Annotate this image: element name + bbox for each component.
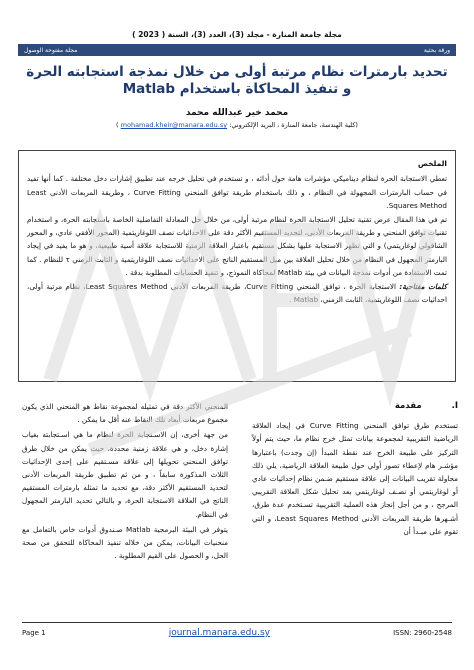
author-email-link[interactable]: mohamad.kheir@manara.edu.sy xyxy=(120,121,228,129)
abstract-box xyxy=(18,150,456,382)
intro-left-column xyxy=(22,400,228,564)
keywords-line xyxy=(27,280,447,307)
abstract-paragraph-2: تم في هذا المقال عرض تقنية تحليل الاستجابة الحرة لنظام مرتبة أولى، من خلال حل المعادلة التفاضلية الخاصة باستجابته الحرة، و استخدام تقنيات توافق المنحني و طريقة المربعات الأدنى، لتحديد المستقيم الأكثر دقة على الاحداثيات نصف اللوغاريتمية (المحور الأفقي عادي، و المحور الشاقولي لوغاريتمي) و التي تظهر الاستجابة عليها بشكل مستقيم باعتبار العلاقة الزمنية للاستجابة علاقة أسية طبيعية، و هو ما يفيد في إيجاد البارمتر المجهول في النظام من خلال تحليل العلاقة بين ميل المستقيم الناتج على الاحداثيات نصف اللوغاريتمية و الثابت الزمني τ للنظام . كما تمت الاستفادة من أدوات نمذجة البيانات في بيئة Matlab لمحاكاة النموذج، و تنفيذ الحسابات المطلوبة بدقة . xyxy=(27,214,447,278)
paper-title-line2: و تنفيذ المحاكاة باستخدام Matlab xyxy=(122,81,352,97)
keywords-label: كلمات مفتاحية: xyxy=(399,281,447,291)
section-title: مقدمة xyxy=(394,401,422,411)
journal-header: مجلة جامعة المنارة - مجلد (3)، العدد (3)، السنة ( 2023 ) xyxy=(132,30,342,39)
footer-journal-link[interactable]: journal.manara.edu.sy xyxy=(168,628,270,638)
intro-left-paragraph-1: المنحني الأكثر دقة في تمثيله لمجموعة نقاط هو المنحني الذي يكون مجموع مربعات أبعاد تلك النقاط عنه أقل ما يمكن . xyxy=(22,402,228,425)
paper-title-line1: تحديد بارمترات نظام مرتبة أولى من خلال نمذجة استجابته الحرة xyxy=(26,64,448,80)
intro-left-paragraph-3: يتوفر في البيئة البرمجية Matlab صـندوق أدوات خاص بالتعامل مع منحنيات البيانات، يمكن من خلاله تنفيذ المحاكاة للتحقق من صحة الحل، و الحصول على القيم المطلوبة . xyxy=(22,524,228,561)
banner-open-access-label: مجلة مفتوحة الوصول xyxy=(24,46,78,54)
footer-page-number: Page 1 xyxy=(22,629,46,637)
intro-left-paragraph-2: من جهة أخرى، إن الاسـتجابة الحرة لنظام ما هي اسـتجابته بغياب إشارة دخل، و هي علاقة زمنية محددة، حيث يمكن من خلال طرق توافق المنحني تحويلها إلى علاقة مسـتقيم على إحدى الإحداثيات الثلاث المذكورة سابقاً ، و من ثم تطبيق طريقة المربعات الأدنى لتحديد المستقيم الأكثر دقة، مع تحديد ما تمثله بارمترات المستقيم الناتج في العلاقة الاستجابة الحرة، و بالتالي تحديد البارمتر المجهول في النظام. xyxy=(22,430,228,519)
abstract-heading: الملخص xyxy=(417,159,447,168)
section-number: I. xyxy=(451,401,458,411)
intro-right-column xyxy=(252,400,458,538)
paper-title xyxy=(20,64,454,98)
page-footer xyxy=(22,628,452,638)
keywords-text: الاستجابة الحرة ، توافق المنحني Curve Fitting، طريقة المربعات الأدنى Least Squares Method، نظام مرتبة أولى، احداثيات نصف اللوغاريتمية، الثابت الزمني، Matlab . xyxy=(27,281,447,305)
affiliation-text: (كلية الهندسة، جامعة المنارة ، البريد الإلكتروني: xyxy=(229,121,358,129)
abstract-paragraph-1: تعطي الاستجابة الحرة لنظام ديناميكي مؤشرات هامة حول أدائه ، و تستخدم في تحليل خرجه عند تطبيق إشارات دخل مختلفة . كما أنها تفيد في حساب البارمترات المجهولة في النظام ، و ذلك باستخدام طريقة توافق المنحني Curve Fitting ، وطريقة المربعات الأدنى Least Squares Method. xyxy=(27,174,447,211)
author-affiliation xyxy=(20,121,454,129)
author-name: محمد خير عبدالله محمد xyxy=(185,108,289,118)
intro-right-paragraph: تستخدم طرق توافق المنحني Curve Fitting في إيجاد العلاقة الرياضية التقريبية لمجموعة بيانات تمثل خرج نظام ما، حيث يتم أولاً التركيز على طبيعة الخرج عند نقطة المبدأ (إن وجدت) باعتبارها مؤشـر هام لإعطاء تصور أولي حول طبيعة العلاقة الرياضية، يلي ذلك محاولة تقريب البيانات إلى علاقة مستقيم ضـمن نظام إحداثيات عادي أو لوغاريتمي أو نصـف لوغاريتمي بعد تحليل شكل العلاقة التقريبي المرجح ، و من أجل إنجاز هذه العملية التقريبية تسـتخدم عدة طرق، أشـهرها طريقة المربعات الأدنى Least Squares Method، و التي تقوم على مبـدأ أن xyxy=(252,421,458,536)
journal-banner xyxy=(18,44,456,56)
intro-heading xyxy=(252,400,458,413)
footer-divider xyxy=(22,622,452,623)
banner-paper-type-label: ورقة بحثية xyxy=(423,46,450,54)
affiliation-closing: ) xyxy=(116,121,119,129)
footer-issn: ISSN: 2960-2548 xyxy=(393,629,452,637)
